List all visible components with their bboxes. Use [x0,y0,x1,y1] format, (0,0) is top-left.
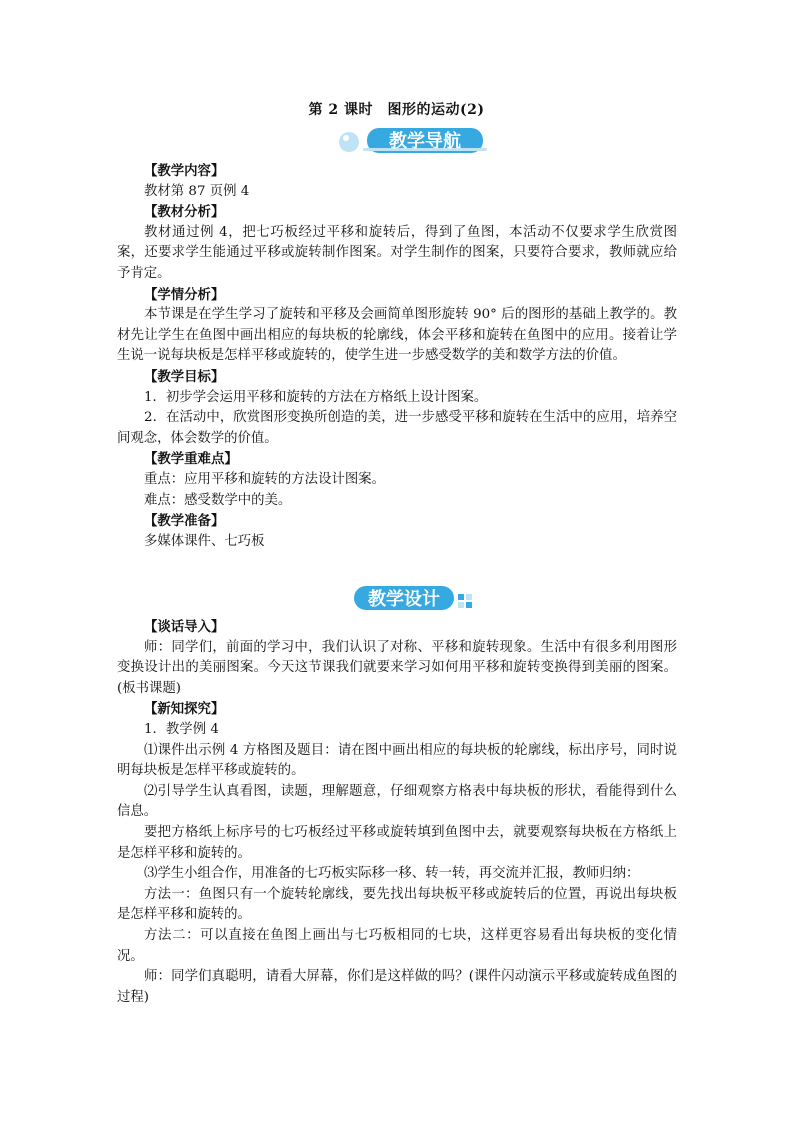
design-paragraph: ⑴课件出示例 4 方格图及题目：请在图中画出相应的每块板的轮廓线，标出序号，同时说明每块板是怎样平移或旋转的。 [117,742,677,779]
teaching-design-banner-graphic [352,582,476,614]
nav-heading: 【教学重难点】 [144,451,238,468]
nav-heading: 【教学内容】 [144,163,225,179]
design-paragraph: ⑵引导学生认真看图，读题，理解题意，仔细观察方格表中每块板的形状，看能得到什么信息。 [117,783,677,820]
design-paragraph: ⑶学生小组合作，用准备的七巧板实际移一移、转一转，再交流并汇报，教师归纳： [144,866,640,882]
teaching-design-banner-label: 教学设计 [368,589,440,610]
nav-paragraph: 2．在活动中，欣赏图形变换所创造的美，进一步感受平移和旋转在生活中的应用，培养空间观念，体会数学的价值。 [117,410,677,446]
design-paragraph: 师：同学们真聪明，请看大屏幕，你们是这样做的吗？(课件闪动演示平移或旋转成鱼图的过程) [117,969,677,1005]
nav-heading: 【教材分析】 [144,204,225,221]
decor-square-icon [458,602,464,608]
design-heading: 【新知探究】 [144,701,225,718]
nav-paragraph: 教材通过例 4，把七巧板经过平移和旋转后，得到了鱼图，本活动不仅要求学生欣赏图案，还要求学生能通过平移或旋转制作图案。对学生制作的图案，只要符合要求，教师就应给予肯定。 [117,224,677,281]
design-paragraph: 1．教学例 4 [144,721,219,737]
teaching-design-section [117,617,677,1008]
design-paragraph: 方法二：可以直接在鱼图上画出与七巧板相同的七块，这样更容易看出每块板的变化情况。 [117,927,677,964]
page-title: 第 2 课时 图形的运动(2) [308,102,485,118]
nav-heading: 【教学目标】 [144,368,225,385]
banner-bubble-highlight-icon [343,135,349,141]
design-paragraph: 师：同学们，前面的学习中，我们认识了对称、平移和旋转现象。生活中有很多利用图形变换设计出的美丽图案。今天这节课我们就要来学习如何用平移和旋转变换得到美丽的图案。(板书课题) [117,639,677,696]
decor-square-icon [458,594,464,600]
nav-paragraph: 1．初步学会运用平移和旋转的方法在方格纸上设计图案。 [144,389,488,405]
teaching-nav-section [117,161,677,552]
nav-heading: 【教学准备】 [144,513,225,530]
teaching-design-banner [352,582,476,614]
banner-bubble-icon [339,132,359,152]
decor-square-icon [466,594,472,600]
design-paragraph: 要把方格纸上标序号的七巧板经过平移或旋转填到鱼图中去，就要观察每块板在方格纸上是怎样平移和旋转的。 [117,824,677,861]
design-heading: 【谈话导入】 [144,619,225,635]
nav-paragraph: 重点：应用平移和旋转的方法设计图案。 [144,471,386,487]
design-paragraph: 方法一：鱼图只有一个旋转轮廓线，要先找出每块板平移或旋转后的位置，再说出每块板是怎样平移和旋转的。 [117,886,677,923]
nav-paragraph: 难点：感受数学中的美。 [144,492,292,508]
nav-heading: 【学情分析】 [144,286,225,303]
decor-square-icon [466,602,472,608]
nav-paragraph: 多媒体课件、七巧板 [144,533,265,549]
teaching-nav-banner-label: 教学导航 [389,131,461,152]
nav-paragraph: 本节课是在学生学习了旋转和平移及会画简单图形旋转 90° 后的图形的基础上教学的。教材先让学生在鱼图中画出相应的每块板的轮廓线，体会平移和旋转在鱼图中的应用。接着让学生说一说每块板是怎样平移或旋转的，使学生进一步感受数学的美和数学方法的价值。 [117,307,677,364]
nav-paragraph: 教材第 87 页例 4 [144,183,250,199]
teaching-nav-banner-graphic [337,122,487,158]
teaching-nav-banner [337,122,487,158]
